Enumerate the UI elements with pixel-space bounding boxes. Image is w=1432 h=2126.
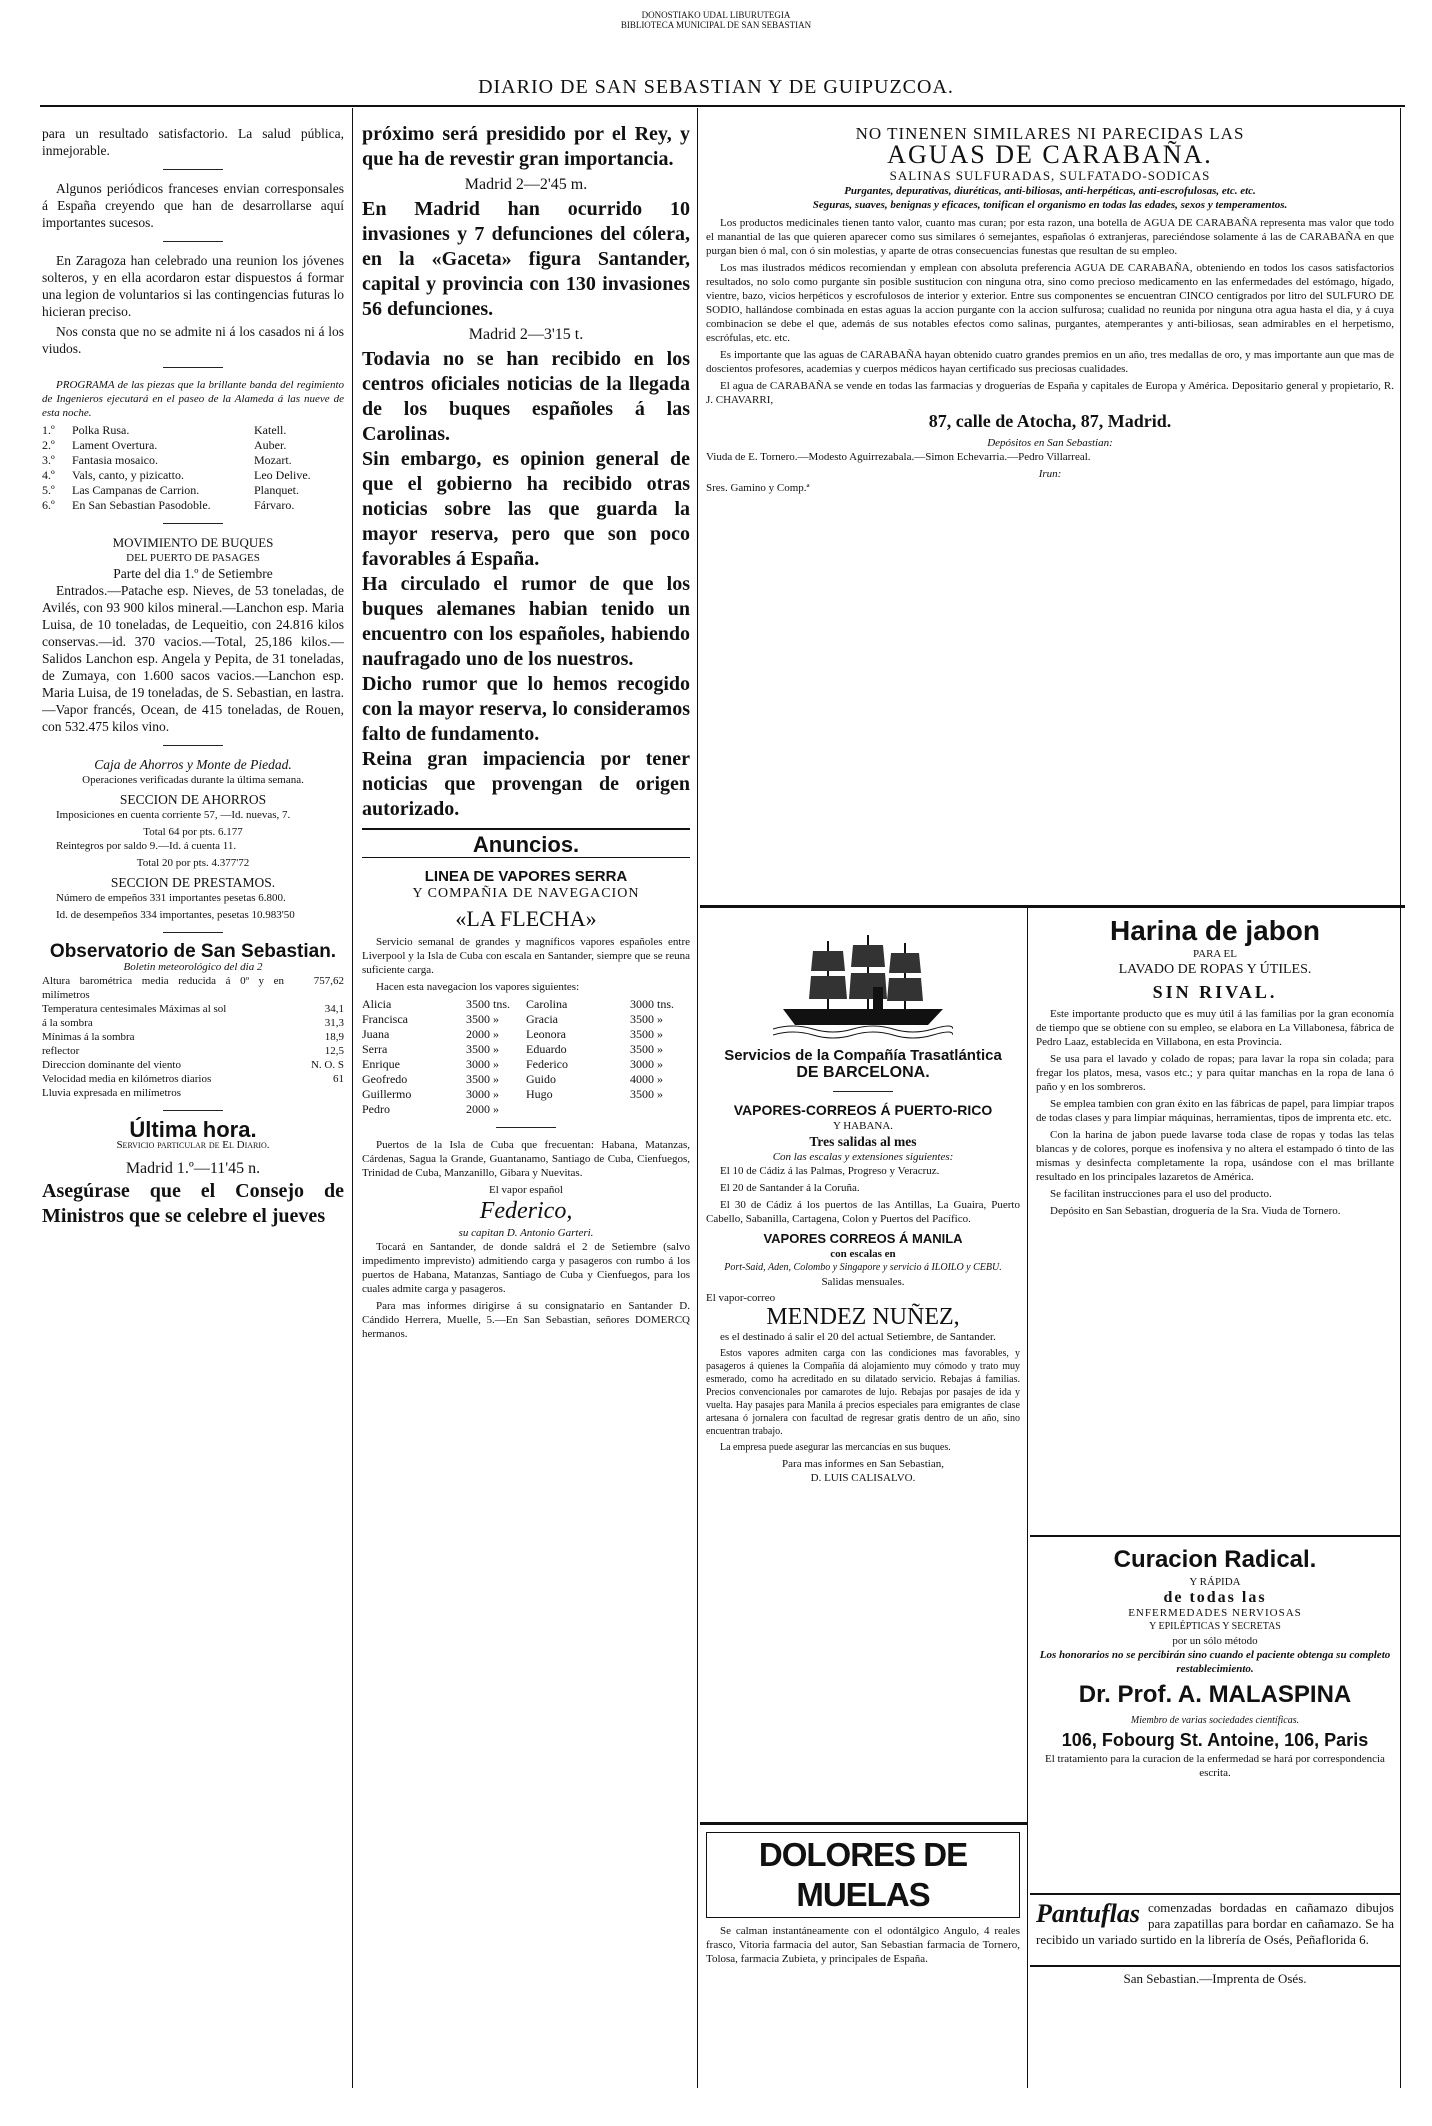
federico-title: Federico,	[479, 1198, 573, 1224]
salidas-line: Tres salidas al mes	[809, 1134, 917, 1149]
carabana-title: AGUAS DE CARABAÑA.	[887, 140, 1213, 169]
ahorros-title: SECCION DE AHORROS	[119, 792, 267, 807]
ultima-text: Asegúrase que el Consejo de Ministros que se celebre el jueves	[42, 1180, 344, 1227]
ship-name: Leonora	[526, 1027, 566, 1041]
ad-paragraph: El 30 de Cádiz á los puertos de las Antillas, La Guaira, Puerto Cabello, Sabanilla, Cartagena, Colon y Puertos del Pacífico.	[706, 1199, 1020, 1225]
harina-subtitle: LAVADO DE ROPAS Y ÚTILES.	[1118, 962, 1312, 977]
program-n: 2.º	[42, 438, 55, 452]
capitan-line: su capitan D. Antonio Garteri.	[458, 1227, 594, 1239]
carabana-ad	[706, 125, 1394, 895]
column-2	[362, 122, 690, 2092]
carabana-paragraph: El agua de CARABAÑA se vende en todas las farmacias y droguerías de España y capitales de Europa y América. Depositario general y propietario, R. J. CHAVARRI,	[706, 380, 1394, 406]
carabana-paragraph: Es importante que las aguas de CARABAÑA hayan obtenido cuatro grandes premios en un año, tres medallas de oro, y mas importante aun que mas de doscientos profesores, academias y cuerpos médicos hayan certificado sus preciosas cualidades.	[706, 349, 1394, 375]
news-bold: En Madrid han ocurrido 10 invasiones y 7 defunciones del cólera, en la «Gaceta» figura Santander, capital y provincia con 130 invasiones 56 defunciones.	[362, 198, 690, 320]
ahorros-line: Total 20 por pts. 4.377'72	[136, 857, 250, 869]
carabana-line-5: Seguras, suaves, benignas y eficaces, tonifican el organismo en todas las edades, sexos y temperamentos.	[812, 199, 1288, 211]
obs-value: 61	[333, 1073, 344, 1085]
ship-name: Eduardo	[526, 1042, 567, 1056]
sin-rival-title: SIN RIVAL.	[1152, 982, 1278, 1002]
carabana-line-1: NO TINENEN SIMILARES NI PARECIDAS LAS	[855, 125, 1245, 143]
article-paragraph: Algunos periódicos franceses envian corresponsales á España creyendo que han de desarrollarse aquí importantes sucesos.	[42, 181, 344, 230]
ship-name: Guido	[526, 1072, 556, 1086]
program-piece: En San Sebastian Pasodoble.	[72, 498, 211, 512]
program-row	[42, 453, 344, 468]
ship-tons: 3500 »	[466, 1012, 499, 1026]
anuncios-heading: Anuncios.	[472, 832, 580, 857]
article-paragraph: Nos consta que no se admite ni á los casados ni á los viudos.	[42, 324, 344, 356]
caja-title: Caja de Ahorros y Monte de Piedad.	[94, 757, 292, 772]
ship-tons: 3000 »	[466, 1057, 499, 1071]
dolores-text: Se calman instantáneamente con el odontálgico Angulo, 4 reales frasco, Vitoria farmacia del autor, San Sebastian farmacia de Tornero, Tolosa, farmacia Zubieta, y principales de España.	[706, 1925, 1020, 1965]
program-row	[42, 438, 344, 453]
observatory-subtitle: Boletin meteorológico del dia 2	[123, 961, 263, 973]
honorarios-line: Los honorarios no se percibirán sino cuando el paciente obtenga su completo restablecimiento.	[1039, 1649, 1391, 1675]
steamship-icon	[773, 921, 953, 1041]
ship-name: Alicia	[362, 997, 392, 1011]
ship-name: Hugo	[526, 1087, 553, 1101]
ad-paragraph: Para mas informes dirigirse á su consignatario en Santander D. Cándido Herrera, Muelle, 5.—En San Sebastian, señores DOMERCQ hermanos.	[362, 1300, 690, 1340]
ad-paragraph: Tocará en Santander, de donde saldrá el 2 de Setiembre (salvo impedimento imprevisto) admitiendo carga y pasageros con rumbo á los puertos de Habana, Matanzas, Santiago de Cuba y Cienfuegos, para los cuales admite carga y pasageros.	[362, 1241, 690, 1295]
pantuflas-text: comenzadas bordadas en cañamazo dibujos para zapatillas para bordar en cañamazo. Se ha recibido un variado surtido en la librería de Osés, Peñaflorida 6.	[1036, 1900, 1394, 1947]
program-author: Planquet.	[254, 483, 299, 497]
ad-paragraph: El 10 de Cádiz á las Palmas, Progreso y Veracruz.	[720, 1165, 940, 1177]
carabana-address: 87, calle de Atocha, 87, Madrid.	[928, 411, 1172, 431]
trasatlantica-title: Servicios de la Compañía Trasatlántica	[724, 1047, 1002, 1064]
program-piece: Polka Rusa.	[72, 423, 130, 437]
movement-title: MOVIMIENTO DE BUQUES	[112, 535, 274, 550]
malaspina-name: Dr. Prof. A. MALASPINA	[1078, 1681, 1352, 1708]
ahorros-line: Imposiciones en cuenta corriente 57, —Id. nuevas, 7.	[56, 809, 291, 821]
news-date: Madrid 2—2'45 m.	[464, 176, 588, 193]
carabana-paragraph: Los productos medicinales tienen tanto valor, cuanto mas curan; por esta razon, una botella de AGUA DE CARABAÑA representa mas valor que todo el manantial de las que quieren aparecer como sus similares ó semejantes, españolas ó extranjeras, pareciéndose solamente á las de CARABAÑA en que purgan bien ó mal, con ó sin molestias, y aparte de otras consecuencias funestas que resultan de su empleo.	[706, 217, 1394, 257]
mendez-nunez-title: MENDEZ NUÑEZ,	[766, 1304, 960, 1330]
obs-value: 18,9	[324, 1031, 344, 1043]
harina-paragraph: Depósito en San Sebastian, droguería de la Sra. Viuda de Tornero.	[1050, 1205, 1341, 1217]
obs-value: 34,1	[324, 1003, 344, 1015]
program-n: 5.º	[42, 483, 55, 497]
manila-title: VAPORES CORREOS Á MANILA	[763, 1231, 963, 1246]
curacion-rule	[1030, 1535, 1400, 1537]
irun-list: Sres. Gamino y Comp.ª	[706, 482, 810, 494]
ad-paragraph: Servicio semanal de grandes y magníficos vapores españoles entre Liverpool y la Isla de Cuba con escala en Santander, siempre que se reuna suficiente carga.	[362, 936, 690, 976]
column-1	[42, 125, 344, 2105]
compania-title: Y COMPAÑIA DE NAVEGACION	[412, 886, 640, 901]
linea-title: LINEA DE VAPORES SERRA	[424, 868, 628, 885]
ahorros-line: Total 64 por pts. 6.177	[143, 826, 243, 838]
ship-name: Guillermo	[362, 1087, 412, 1101]
movement-subtitle: DEL PUERTO DE PASAGES	[126, 552, 260, 564]
program-author: Fárvaro.	[254, 498, 295, 512]
library-stamp-1: DONOSTIAKO UDAL LIBURUTEGIA	[641, 10, 791, 20]
column-rule-3	[1027, 908, 1028, 2088]
harina-paragraph: Se facilitan instrucciones para el uso del producto.	[1050, 1188, 1272, 1200]
trasatlantica-city: DE BARCELONA.	[796, 1064, 930, 1081]
ship-name: Enrique	[362, 1057, 400, 1071]
program-row	[42, 483, 344, 498]
metodo-line: por un sólo método	[1172, 1635, 1258, 1647]
ship-name: Serra	[362, 1042, 388, 1056]
news-bold: Sin embargo, es opinion general de que el gobierno ha recibido otras noticias sobre las que guarda la mayor reserva, pero que son poco favorables á España.	[362, 448, 690, 570]
pantuflas-title: Pantuflas	[1036, 1900, 1141, 1928]
library-stamp-2: BIBLIOTECA MUNICIPAL DE SAN SEBASTIAN	[620, 20, 812, 30]
ultima-title: Última hora.	[129, 1117, 257, 1142]
depositos-label: Depósitos en San Sebastian:	[987, 437, 1113, 449]
right-edge-rule	[1400, 108, 1401, 2088]
ship-tons: 3500 »	[630, 1042, 663, 1056]
ship-tons: 3500 »	[466, 1042, 499, 1056]
harina-ad	[1036, 915, 1394, 1530]
miembro-line: Miembro de varias sociedades científicas.	[1130, 1715, 1300, 1726]
imprenta-rule	[1030, 1965, 1400, 1967]
escalas-en: con escalas en	[830, 1248, 896, 1260]
obs-value: 12,5	[324, 1045, 344, 1057]
article-paragraph: para un resultado satisfactorio. La salud pública, inmejorable.	[42, 126, 344, 158]
informes-line: Para mas informes en San Sebastian,	[782, 1458, 944, 1470]
ship-list	[362, 997, 690, 1117]
prestamos-title: SECCION DE PRESTAMOS.	[110, 875, 276, 890]
ship-tons: 3000 tns.	[630, 997, 675, 1011]
observatory-table	[42, 974, 344, 1100]
malaspina-address: 106, Fobourg St. Antoine, 106, Paris	[1061, 1730, 1369, 1750]
calisalvo-line: D. LUIS CALISALVO.	[810, 1472, 916, 1484]
epilepticas-line: Y EPILÉPTICAS Y SECRETAS	[1149, 1621, 1281, 1632]
column-rule-2	[697, 108, 698, 2088]
masthead: DIARIO DE SAN SEBASTIAN Y DE GUIPUZCOA.	[478, 76, 954, 98]
curacion-ad	[1036, 1545, 1394, 1890]
ship-tons: 3000 »	[630, 1057, 663, 1071]
program-row	[42, 423, 344, 438]
program-piece: Lament Overtura.	[72, 438, 158, 452]
news-bold: Todavia no se han recibido en los centros oficiales noticias de la llegada de los buques españoles á las Carolinas.	[362, 348, 690, 445]
ship-name: Gracia	[526, 1012, 558, 1026]
program-n: 3.º	[42, 453, 55, 467]
ship-name: Pedro	[362, 1102, 390, 1116]
dolores-ad	[706, 1832, 1020, 1992]
news-date: Madrid 2—3'15 t.	[468, 326, 584, 343]
ship-tons: 2000 »	[466, 1027, 499, 1041]
ultima-date: Madrid 1.º—11'45 n.	[125, 1160, 261, 1177]
program-title: PROGRAMA de las piezas que la brillante banda del regimiento de Ingenieros ejecutará en el paseo de la Alameda á las nueve de esta noche.	[42, 379, 344, 419]
obs-value	[284, 1086, 344, 1100]
ship-tons: 3500 »	[630, 1087, 663, 1101]
harina-paragraph: Con la harina de jabon puede lavarse toda clase de ropas y todas las telas blancas y de colores, porque es inofensiva y no altera el estampado ó tinto de las mismas y desinfecta completamente la ropa, usándose con el mas brillante resultado en los principales lazaretos de América.	[1036, 1129, 1394, 1183]
harina-paragraph: Este importante producto que es muy útil á las familias por la gran economía de tiempo que se obtiene con su empleo, se elabora en La Villabonesa, fábrica de Pedro Laaz, establecida en Villabona, en esta Provincia.	[1036, 1008, 1394, 1048]
puerto-rico-title: VAPORES-CORREOS Á PUERTO-RICO	[733, 1102, 993, 1118]
ship-tons: 3500 »	[630, 1027, 663, 1041]
article-paragraph: En Zaragoza han celebrado una reunion los jóvenes solteros, y en ella acordaron estar dispuestos á formar una legion de voluntarios si las contingencias futuras lo hicieran preciso.	[42, 253, 344, 319]
movement-text: Entrados.—Patache esp. Nieves, de 53 toneladas, de Avilés, con 93 900 kilos mineral.—Lanchon esp. Maria Luisa, de 10 toneladas, de Lequeitio, con 24.816 kilos conservas.—id. 370 vacios.—Total, 25,186 kilos.—Salidos Lanchon esp. Angela y Pepita, de 31 toneladas, de Zumaya, con 1.600 sacos vacios.—Lanchon esp. Maria Luisa, de 19 toneladas, de S. Sebastian, en lastra.—Vapor francés, Ocean, de 415 toneladas, de Rouen, con 532.475 kilos vino.	[42, 583, 344, 734]
harina-title: Harina de jabon	[1109, 915, 1321, 946]
ship-name: Geofredo	[362, 1072, 408, 1086]
news-bold: Dicho rumor que lo hemos recogido con la mayor reserva, lo consideramos falto de fundamento.	[362, 673, 690, 745]
program-n: 4.º	[42, 468, 55, 482]
trasatlantica-ad	[706, 915, 1020, 1715]
harina-para-el: PARA EL	[1193, 948, 1237, 960]
salidas-mensuales: Salidas mensuales.	[821, 1276, 905, 1288]
movement-date: Parte del dia 1.º de Setiembre	[113, 566, 273, 581]
obs-label: Mínimas á la sombra	[42, 1031, 135, 1043]
news-bold: próximo será presidido por el Rey, y que ha de revestir gran importancia.	[362, 123, 690, 170]
depositos-list: Viuda de E. Tornero.—Modesto Aguirrezabala.—Simon Echevarria.—Pedro Villarreal.	[706, 451, 1091, 463]
ship-tons: 3000 »	[466, 1087, 499, 1101]
vapor-correo-label: El vapor-correo	[706, 1292, 776, 1304]
program-piece: Fantasia mosaico.	[72, 453, 158, 467]
ad-paragraph: Puertos de la Isla de Cuba que frecuentan: Habana, Matanzas, Cárdenas, Sagua la Grande, Guantanamo, Santiago de Cuba, Cienfuegos, Trinidad de Cuba, Manzanillo, Gibara y Nuevitas.	[362, 1139, 690, 1179]
ship-name: Carolina	[526, 997, 568, 1011]
column-rule-1	[352, 108, 353, 2088]
obs-value: 31,3	[324, 1017, 344, 1029]
curacion-rapida: Y RÁPIDA	[1189, 1576, 1241, 1588]
ad-paragraph: El 20 de Santander á la Coruña.	[720, 1182, 860, 1194]
news-bold: Ha circulado el rumor de que los buques alemanes habian tenido un encuentro con los españoles, habiendo naufragado uno de los nuestros.	[362, 573, 690, 670]
news-bold: Reina gran impaciencia por tener noticias que provengan de origen autorizado.	[362, 748, 690, 820]
obs-label: Altura barométrica media reducida á 0º y en milímetros	[42, 975, 284, 1001]
harina-paragraph: Se usa para el lavado y colado de ropas; para lavar la ropa sin colada; para fregar los platos, mesa, vasos etc.; y para quitar manchas en la ropa de lana ó paño y en los sombreros.	[1036, 1053, 1394, 1093]
program-author: Auber.	[254, 438, 287, 452]
obs-value: N. O. S	[310, 1059, 344, 1071]
caja-subtitle: Operaciones verificadas durante la última semana.	[82, 774, 304, 786]
ultima-subtitle: Servicio particular de El Diario.	[116, 1139, 270, 1151]
ship-tons: 3500 tns.	[466, 997, 511, 1011]
obs-label: Temperatura centesimales Máximas al sol	[42, 1003, 227, 1015]
program-author: Mozart.	[254, 453, 292, 467]
ship-tons: 4000 »	[630, 1072, 663, 1086]
obs-label: á la sombra	[42, 1017, 93, 1029]
pantuflas-rule	[1030, 1893, 1400, 1895]
imprenta-line: San Sebastian.—Imprenta de Osés.	[1123, 1971, 1307, 1986]
ad-paragraph: Hacen esta navegacion los vapores siguientes:	[376, 981, 580, 993]
program-piece: Vals, canto, y pizicatto.	[72, 468, 184, 482]
escalas-ports: Port-Said, Aden, Colombo y Singapore y servicio á ILOILO y CEBU.	[724, 1262, 1002, 1273]
prestamos-line: Id. de desempeños 334 importantes, pesetas 10.983'50	[56, 909, 295, 921]
flecha-title: «LA FLECHA»	[455, 906, 597, 931]
curacion-title: Curacion Radical.	[1113, 1546, 1317, 1573]
obs-label: Direccion dominante del viento	[42, 1059, 181, 1071]
ship-name: Juana	[362, 1027, 390, 1041]
ad-paragraph: es el destinado á salir el 20 del actual Setiembre, de Santander.	[720, 1331, 996, 1343]
ship-tons: 2000 »	[466, 1102, 499, 1116]
escalas-line: Con las escalas y extensiones siguientes:	[772, 1151, 954, 1163]
enfermedades-line: ENFERMEDADES NERVIOSAS	[1128, 1607, 1302, 1619]
program-row	[42, 498, 344, 513]
curacion-todas: de todas las	[1163, 1589, 1267, 1606]
tratamiento-line: El tratamiento para la curacion de la enfermedad se hará por correspondencia escrita.	[1045, 1753, 1385, 1779]
program-list	[42, 423, 344, 513]
program-n: 1.º	[42, 423, 55, 437]
ship-name: Federico	[526, 1057, 568, 1071]
ad-paragraph: La empresa puede asegurar las mercancías en sus buques.	[720, 1442, 951, 1453]
obs-value: 757,62	[313, 975, 344, 987]
dolores-rule	[700, 1822, 1027, 1825]
observatory-title: Observatorio de San Sebastian.	[49, 941, 337, 962]
program-piece: Las Campanas de Carrion.	[72, 483, 200, 497]
program-row	[42, 468, 344, 483]
carabana-line-3: SALINAS SULFURADAS, SULFATADO-SODICAS	[889, 168, 1211, 183]
program-n: 6.º	[42, 498, 55, 512]
dolores-title: DOLORES DE MUELAS	[706, 1832, 1020, 1918]
ad-rule	[700, 905, 1405, 908]
ship-tons: 3500 »	[466, 1072, 499, 1086]
habana-line: Y HABANA.	[832, 1120, 894, 1132]
carabana-paragraph: Los mas ilustrados médicos recomiendan y emplean con absoluta preferencia AGUA DE CARABAÑA, obteniendo en todos los casos satisfactorios resultados, no solo como purgante sin posible sustitucion con ninguna otra, sino como precioso medicamento en las enfermedades del estómago, hígado, vientre, bazo, vicios herpéticos y escrofulosos de interior y exterior. Entre sus componentes se encuentran CINCO centígrados por litro del SULFURO DE SODIO, hallándose combinada en estas aguas la accion purgante con la accion sulfurosa; cualidad no reunida por ninguna otra agua hasta el dia, y á cuya combinacion se debe el que, además de sus notables efectos como salinas, purgantes, atemperantes y anti-biliosas, sean admirables en el herpetismo, escrófulas, etc. etc.	[706, 262, 1394, 344]
ship-name: Francisca	[362, 1012, 408, 1026]
ad-paragraph: Estos vapores admiten carga con las condiciones mas favorables, y pasageros á quienes la Compañía dá alojamiento muy cómodo y trato muy esmerado, como ha acreditado en su dilatado servicio. Rebajas á familias. Precios convencionales por camarotes de lujo. Rebajas por pasajes de ida y vuelta. Hay pasajes para Manila á precios especiales para emigrantes de clase artesana ó jornalera con facultad de regresar gratis dentro de un año, sino encuentran trabajo.	[706, 1348, 1020, 1437]
program-author: Leo Delive.	[254, 468, 311, 482]
program-author: Katell.	[254, 423, 287, 437]
masthead-rule	[40, 105, 1405, 107]
prestamos-line: Número de empeños 331 importantes pesetas 6.800.	[56, 892, 286, 904]
obs-label: Lluvia expresada en milímetros	[42, 1087, 181, 1099]
obs-label: reflector	[42, 1045, 80, 1057]
irun-label: Irun:	[1038, 468, 1062, 480]
carabana-line-4: Purgantes, depurativas, diuréticas, anti-biliosas, anti-herpéticas, anti-escrofulosas, etc. etc.	[844, 185, 1256, 197]
ahorros-line: Reintegros por saldo 9.—Id. á cuenta 11.	[56, 840, 237, 852]
obs-label: Velocidad media en kilómetros diarios	[42, 1073, 212, 1085]
vapor-label: El vapor español	[489, 1184, 563, 1196]
harina-paragraph: Se emplea tambien con gran éxito en las fábricas de papel, para limpiar trapos de todas clases y para limpiar máquinas, herramientas, tipos de imprenta etc. etc.	[1036, 1098, 1394, 1124]
imprenta-block	[1036, 1970, 1394, 1990]
ship-tons: 3500 »	[630, 1012, 663, 1026]
